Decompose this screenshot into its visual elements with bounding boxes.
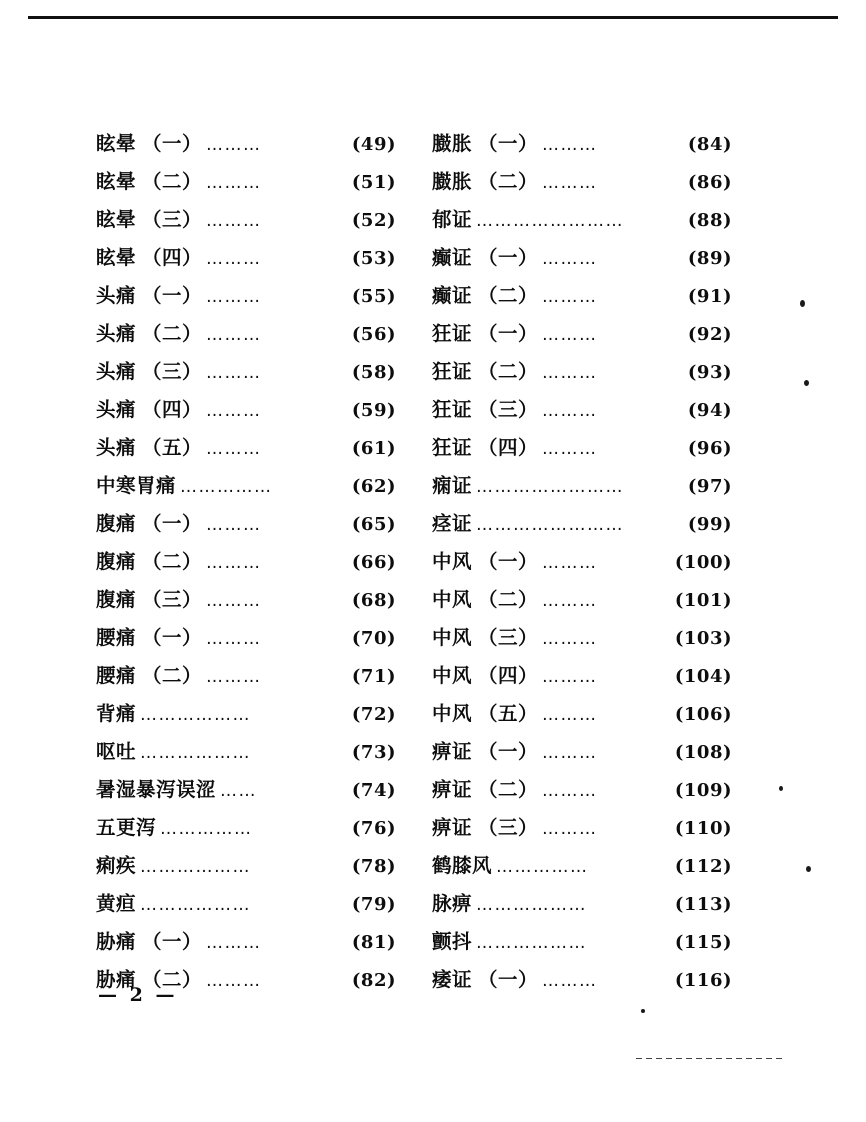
toc-entry-subnumber: （五） xyxy=(478,702,539,725)
toc-entry-title: 癫证 xyxy=(432,246,473,269)
scan-speck xyxy=(800,300,805,307)
toc-entry-subnumber: （一） xyxy=(478,322,539,345)
toc-entry-page: (115) xyxy=(674,932,732,953)
toc-entry-page: (72) xyxy=(351,704,396,725)
toc-entry[interactable] xyxy=(432,736,732,774)
toc-entry[interactable] xyxy=(432,812,732,850)
toc-entry-subnumber: （三） xyxy=(478,816,539,839)
scan-artifact-line xyxy=(636,1058,782,1059)
toc-entry[interactable] xyxy=(96,774,396,812)
toc-entry-title: 痢疾 xyxy=(96,854,137,877)
toc-entry[interactable] xyxy=(432,166,732,204)
toc-entry-page: (78) xyxy=(351,856,396,877)
toc-entry-title: 腹痛 xyxy=(96,550,137,573)
toc-entry-title: 脉痹 xyxy=(432,892,473,915)
toc-entry-page: (52) xyxy=(351,210,396,231)
toc-entry-title: 癫证 xyxy=(432,284,473,307)
toc-entry[interactable] xyxy=(432,128,732,166)
toc-entry-subnumber: （一） xyxy=(478,246,539,269)
toc-entry-subnumber: （一） xyxy=(142,284,203,307)
toc-entry-leader: ……… xyxy=(542,173,598,193)
toc-entry-page: (49) xyxy=(351,134,396,155)
toc-entry-subnumber: （一） xyxy=(142,930,203,953)
toc-entry-title: 呕吐 xyxy=(96,740,137,763)
toc-entry-subnumber: （三） xyxy=(478,626,539,649)
toc-entry-leader: ……… xyxy=(542,363,598,383)
toc-entry[interactable] xyxy=(432,546,732,584)
toc-entry-leader: …………………… xyxy=(476,515,625,535)
toc-entry-leader: ……… xyxy=(542,591,598,611)
toc-entry[interactable] xyxy=(96,698,396,736)
toc-entry-leader: ……… xyxy=(206,325,262,345)
toc-entry[interactable] xyxy=(432,280,732,318)
toc-entry[interactable] xyxy=(96,660,396,698)
toc-entry-leader: …………… xyxy=(160,819,253,839)
toc-entry-page: (81) xyxy=(351,932,396,953)
toc-entry-title: 腰痛 xyxy=(96,626,137,649)
toc-entry-title: 头痛 xyxy=(96,360,137,383)
toc-entry-title: 背痛 xyxy=(96,702,137,725)
toc-entry-leader: ……………… xyxy=(140,743,252,763)
toc-entry-leader: ……… xyxy=(206,135,262,155)
toc-entry-leader: ……… xyxy=(206,211,262,231)
toc-entry-title: 胁痛 xyxy=(96,968,137,991)
toc-entry-leader: ……… xyxy=(542,781,598,801)
toc-entry[interactable] xyxy=(432,622,732,660)
toc-entry[interactable] xyxy=(96,850,396,888)
toc-entry-leader: ……………… xyxy=(140,705,252,725)
toc-entry-title: 狂证 xyxy=(432,436,473,459)
toc-entry[interactable] xyxy=(96,812,396,850)
toc-entry-title: 臌胀 xyxy=(432,132,473,155)
toc-entry-leader: ……… xyxy=(206,401,262,421)
toc-entry-subnumber: （二） xyxy=(478,360,539,383)
toc-right-column xyxy=(432,128,732,1002)
toc-entry-title: 中风 xyxy=(432,588,473,611)
toc-entry-title: 头痛 xyxy=(96,436,137,459)
toc-entry-subnumber: （二） xyxy=(142,170,203,193)
toc-entry-leader: ……… xyxy=(542,705,598,725)
toc-entry[interactable] xyxy=(432,470,732,508)
toc-entry-subnumber: （一） xyxy=(478,740,539,763)
toc-entry-page: (53) xyxy=(351,248,396,269)
toc-entry-title: 狂证 xyxy=(432,360,473,383)
toc-entry-page: (112) xyxy=(674,856,732,877)
toc-entry-page: (113) xyxy=(674,894,732,915)
toc-entry-leader: ……… xyxy=(542,439,598,459)
toc-entry-page: (76) xyxy=(351,818,396,839)
toc-entry-page: (99) xyxy=(687,514,732,535)
toc-entry-subnumber: （一） xyxy=(478,550,539,573)
toc-entry[interactable] xyxy=(432,242,732,280)
top-rule-divider xyxy=(28,16,838,19)
toc-entry-title: 狂证 xyxy=(432,398,473,421)
toc-entry-subnumber: （三） xyxy=(142,208,203,231)
toc-entry[interactable] xyxy=(96,622,396,660)
toc-entry[interactable] xyxy=(432,774,732,812)
toc-entry-title: 黄疸 xyxy=(96,892,137,915)
toc-entry-subnumber: （二） xyxy=(478,170,539,193)
toc-entry-leader: ……………… xyxy=(476,895,588,915)
toc-entry-leader: ……… xyxy=(206,933,262,953)
toc-entry-page: (116) xyxy=(674,970,732,991)
toc-entry-leader: ……… xyxy=(206,515,262,535)
toc-entry-subnumber: （一） xyxy=(478,968,539,991)
toc-entry-subnumber: （二） xyxy=(142,968,203,991)
toc-entry-page: (73) xyxy=(351,742,396,763)
toc-entry[interactable] xyxy=(432,356,732,394)
toc-entry-page: (94) xyxy=(687,400,732,421)
toc-entry-page: (58) xyxy=(351,362,396,383)
toc-entry-title: 痿证 xyxy=(432,968,473,991)
toc-entry-title: 头痛 xyxy=(96,398,137,421)
toc-entry[interactable] xyxy=(96,546,396,584)
toc-entry-leader: ……… xyxy=(542,629,598,649)
toc-entry-subnumber: （二） xyxy=(478,284,539,307)
toc-entry[interactable] xyxy=(96,432,396,470)
toc-entry-leader: ……… xyxy=(206,173,262,193)
toc-entry-title: 胁痛 xyxy=(96,930,137,953)
toc-entry-page: (62) xyxy=(351,476,396,497)
toc-entry-page: (61) xyxy=(351,438,396,459)
toc-entry-subnumber: （一） xyxy=(142,132,203,155)
toc-entry-page: (108) xyxy=(674,742,732,763)
toc-entry[interactable] xyxy=(96,888,396,926)
toc-entry-title: 眩晕 xyxy=(96,246,137,269)
toc-entry-leader: ……… xyxy=(206,667,262,687)
toc-entry[interactable] xyxy=(432,432,732,470)
scan-speck xyxy=(779,786,783,791)
toc-entry[interactable] xyxy=(432,508,732,546)
toc-entry-leader: ……………… xyxy=(140,895,252,915)
toc-entry-page: (97) xyxy=(687,476,732,497)
toc-entry-leader: ……… xyxy=(542,249,598,269)
toc-entry-leader: ……… xyxy=(542,743,598,763)
toc-entry-page: (56) xyxy=(351,324,396,345)
toc-entry-page: (82) xyxy=(351,970,396,991)
toc-entry-leader: ……… xyxy=(542,667,598,687)
toc-entry-page: (71) xyxy=(351,666,396,687)
toc-entry[interactable] xyxy=(96,470,396,508)
toc-entry-page: (65) xyxy=(351,514,396,535)
toc-entry-subnumber: （一） xyxy=(478,132,539,155)
toc-entry-leader: ……… xyxy=(542,971,598,991)
toc-entry-page: (79) xyxy=(351,894,396,915)
toc-entry-page: (84) xyxy=(687,134,732,155)
toc-entry-page: (104) xyxy=(674,666,732,687)
page-number: — 2 — xyxy=(98,984,178,1006)
toc-entry[interactable] xyxy=(96,128,396,166)
toc-entry-page: (89) xyxy=(687,248,732,269)
toc-entry-leader: ……… xyxy=(206,629,262,649)
toc-entry-page: (59) xyxy=(351,400,396,421)
toc-entry[interactable] xyxy=(96,508,396,546)
toc-entry[interactable] xyxy=(96,242,396,280)
toc-entry-leader: ……… xyxy=(542,135,598,155)
toc-entry-title: 眩晕 xyxy=(96,170,137,193)
toc-entry-title: 郁证 xyxy=(432,208,473,231)
toc-entry-title: 暑湿暴泻误涩 xyxy=(96,778,217,801)
toc-entry-subnumber: （二） xyxy=(142,322,203,345)
toc-entry[interactable] xyxy=(432,888,732,926)
toc-entry-title: 狂证 xyxy=(432,322,473,345)
toc-entry-page: (51) xyxy=(351,172,396,193)
toc-entry-leader: …………………… xyxy=(476,211,625,231)
toc-entry[interactable] xyxy=(96,166,396,204)
toc-entry-title: 眩晕 xyxy=(96,208,137,231)
toc-entry-leader: …………………… xyxy=(476,477,625,497)
toc-entry-page: (96) xyxy=(687,438,732,459)
toc-entry-page: (91) xyxy=(687,286,732,307)
toc-left-column xyxy=(96,128,396,1002)
toc-entry[interactable] xyxy=(96,394,396,432)
toc-entry-page: (92) xyxy=(687,324,732,345)
toc-entry[interactable] xyxy=(96,204,396,242)
toc-entry-leader: ……… xyxy=(542,287,598,307)
toc-entry-leader: ……… xyxy=(206,439,262,459)
toc-entry-page: (101) xyxy=(674,590,732,611)
toc-entry-leader: ……………… xyxy=(476,933,588,953)
toc-entry[interactable] xyxy=(432,698,732,736)
toc-entry-title: 痉证 xyxy=(432,512,473,535)
toc-entry-title: 中寒胃痛 xyxy=(96,474,177,497)
toc-entry-page: (103) xyxy=(674,628,732,649)
toc-entry-title: 中风 xyxy=(432,664,473,687)
toc-entry-leader: ……… xyxy=(542,553,598,573)
toc-entry-page: (55) xyxy=(351,286,396,307)
toc-entry-subnumber: （一） xyxy=(142,626,203,649)
toc-entry-title: 颤抖 xyxy=(432,930,473,953)
toc-entry-leader: ……… xyxy=(542,401,598,421)
toc-entry-page: (68) xyxy=(351,590,396,611)
toc-entry[interactable] xyxy=(96,926,396,964)
toc-entry-page: (109) xyxy=(674,780,732,801)
toc-entry-title: 中风 xyxy=(432,550,473,573)
toc-entry-subnumber: （三） xyxy=(142,588,203,611)
toc-entry-page: (66) xyxy=(351,552,396,573)
toc-entry-leader: ……… xyxy=(542,325,598,345)
toc-entry-title: 痫证 xyxy=(432,474,473,497)
toc-entry[interactable] xyxy=(96,736,396,774)
toc-entry-subnumber: （四） xyxy=(142,398,203,421)
toc-entry-leader: ……… xyxy=(542,819,598,839)
toc-entry-leader: …… xyxy=(220,781,258,801)
toc-entry-page: (74) xyxy=(351,780,396,801)
toc-entry[interactable] xyxy=(96,280,396,318)
toc-entry-title: 眩晕 xyxy=(96,132,137,155)
toc-entry-subnumber: （二） xyxy=(478,588,539,611)
toc-entry[interactable] xyxy=(432,850,732,888)
table-of-contents xyxy=(96,128,776,1002)
toc-entry-title: 五更泻 xyxy=(96,816,157,839)
toc-entry-subnumber: （四） xyxy=(478,664,539,687)
scan-speck xyxy=(804,380,809,386)
toc-entry-title: 鹤膝风 xyxy=(432,854,493,877)
toc-entry-title: 腰痛 xyxy=(96,664,137,687)
toc-entry-subnumber: （一） xyxy=(142,512,203,535)
toc-entry-page: (93) xyxy=(687,362,732,383)
toc-entry-title: 腹痛 xyxy=(96,512,137,535)
toc-entry-title: 中风 xyxy=(432,626,473,649)
toc-entry-title: 头痛 xyxy=(96,284,137,307)
toc-entry-subnumber: （三） xyxy=(478,398,539,421)
toc-entry[interactable] xyxy=(96,318,396,356)
toc-entry-page: (100) xyxy=(674,552,732,573)
toc-entry-leader: ……… xyxy=(206,971,262,991)
scan-speck xyxy=(641,1009,645,1013)
toc-entry[interactable] xyxy=(96,356,396,394)
toc-entry-page: (86) xyxy=(687,172,732,193)
toc-entry[interactable] xyxy=(432,204,732,242)
toc-entry-leader: ……… xyxy=(206,591,262,611)
toc-entry[interactable] xyxy=(432,394,732,432)
toc-entry-leader: ……………… xyxy=(140,857,252,877)
toc-entry-leader: ……… xyxy=(206,363,262,383)
toc-entry[interactable] xyxy=(432,964,732,1002)
toc-entry-subnumber: （二） xyxy=(142,664,203,687)
toc-entry[interactable] xyxy=(432,584,732,622)
toc-entry-subnumber: （二） xyxy=(142,550,203,573)
toc-entry-title: 腹痛 xyxy=(96,588,137,611)
toc-entry-page: (106) xyxy=(674,704,732,725)
toc-entry-subnumber: （三） xyxy=(142,360,203,383)
toc-entry[interactable] xyxy=(432,318,732,356)
toc-entry-subnumber: （四） xyxy=(142,246,203,269)
toc-entry-title: 臌胀 xyxy=(432,170,473,193)
toc-entry-subnumber: （四） xyxy=(478,436,539,459)
toc-entry-subnumber: （二） xyxy=(478,778,539,801)
toc-entry-page: (88) xyxy=(687,210,732,231)
toc-entry-subnumber: （五） xyxy=(142,436,203,459)
toc-entry-title: 中风 xyxy=(432,702,473,725)
toc-entry-page: (110) xyxy=(674,818,732,839)
toc-entry-leader: ……… xyxy=(206,287,262,307)
toc-entry[interactable] xyxy=(432,926,732,964)
toc-entry-leader: …………… xyxy=(180,477,273,497)
toc-entry-leader: ……… xyxy=(206,249,262,269)
scan-speck xyxy=(806,866,811,872)
toc-entry[interactable] xyxy=(432,660,732,698)
toc-entry-page: (70) xyxy=(351,628,396,649)
toc-entry-title: 头痛 xyxy=(96,322,137,345)
toc-entry-leader: ……… xyxy=(206,553,262,573)
toc-entry-leader: …………… xyxy=(496,857,589,877)
toc-entry-title: 痹证 xyxy=(432,740,473,763)
toc-entry-title: 痹证 xyxy=(432,778,473,801)
toc-entry-title: 痹证 xyxy=(432,816,473,839)
toc-entry[interactable] xyxy=(96,584,396,622)
